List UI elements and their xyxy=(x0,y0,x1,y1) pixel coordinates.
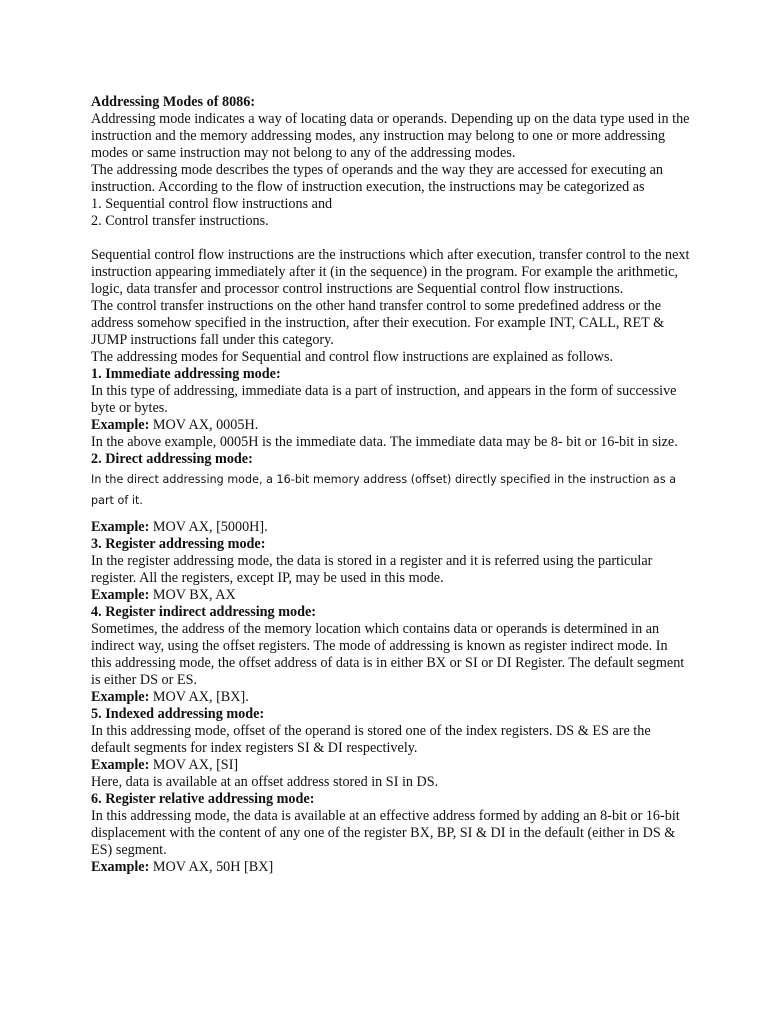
section-body-register: In the register addressing mode, the data is stored in a register and it is referred using the particular register. All the registers, except IP, may be used in this mode. xyxy=(91,553,653,586)
section-heading-immediate: 1. Immediate addressing mode: xyxy=(91,366,281,382)
example-line-register-indirect xyxy=(91,689,691,706)
section-heading-register-relative: 6. Register relative addressing mode: xyxy=(91,791,315,807)
example-code: MOV AX, [SI] xyxy=(149,757,239,773)
example-line-register xyxy=(91,587,691,604)
example-label: Example: xyxy=(91,417,150,433)
example-line-indexed xyxy=(91,757,691,774)
intro-paragraph-2: The addressing mode describes the types of operands and the way they are accessed for executing an instruction. According to the flow of instruction execution, the instructions may be categorized as xyxy=(91,162,664,195)
section-body-direct: In the direct addressing mode, a 16-bit memory address (offset) directly specified in the instruction as a part of it. xyxy=(91,473,677,507)
control-transfer-paragraph: The control transfer instructions on the other hand transfer control to some predefined address or the address somehow specified in the instruction, after their execution. For example INT, CALL, RET & JUMP instructions fall under this category. xyxy=(91,298,665,348)
section-heading-register: 3. Register addressing mode: xyxy=(91,536,266,552)
example-line-register-relative xyxy=(91,859,691,876)
example-label: Example: xyxy=(91,689,150,705)
document-title: Addressing Modes of 8086: xyxy=(91,94,256,110)
example-line-immediate xyxy=(91,417,691,434)
category-item-1: 1. Sequential control flow instructions and xyxy=(91,196,333,212)
section-body-register-indirect: Sometimes, the address of the memory location which contains data or operands is determined in an indirect way, using the offset registers. The mode of addressing is known as register indirect mode. In this addressing mode, the offset address of data is in either BX or SI or DI Register. The default segment is either DS or ES. xyxy=(91,621,685,688)
example-label: Example: xyxy=(91,757,150,773)
example-code: MOV AX, 50H [BX] xyxy=(149,859,274,875)
section-heading-register-indirect: 4. Register indirect addressing mode: xyxy=(91,604,317,620)
section-body-register-relative: In this addressing mode, the data is available at an effective address formed by adding an 8-bit or 16-bit displacement with the content of any one of the register BX, BP, SI & DI in the default (either in DS & ES) segment. xyxy=(91,808,680,858)
section-note-immediate: In the above example, 0005H is the immediate data. The immediate data may be 8- bit or 16-bit in size. xyxy=(91,434,678,450)
example-code: MOV AX, [5000H]. xyxy=(149,519,268,535)
section-heading-direct: 2. Direct addressing mode: xyxy=(91,451,253,467)
example-line-direct xyxy=(91,519,691,536)
blank-line xyxy=(91,230,691,247)
example-code: MOV BX, AX xyxy=(149,587,236,603)
section-heading-indexed: 5. Indexed addressing mode: xyxy=(91,706,265,722)
sequential-flow-paragraph: Sequential control flow instructions are the instructions which after execution, transfer control to the next instruction appearing immediately after it (in the sequence) in the program. For example the arithmetic, logic, data transfer and processor control instructions are Sequential control flow instructions. xyxy=(91,247,690,297)
example-code: MOV AX, 0005H. xyxy=(149,417,259,433)
example-code: MOV AX, [BX]. xyxy=(149,689,249,705)
modes-intro-paragraph: The addressing modes for Sequential and control flow instructions are explained as follows. xyxy=(91,349,614,365)
section-note-indexed: Here, data is available at an offset address stored in SI in DS. xyxy=(91,774,439,790)
example-label: Example: xyxy=(91,519,150,535)
section-body-immediate: In this type of addressing, immediate data is a part of instruction, and appears in the form of successive byte or bytes. xyxy=(91,383,677,416)
document-body xyxy=(91,94,691,876)
example-label: Example: xyxy=(91,587,150,603)
section-body-indexed: In this addressing mode, offset of the operand is stored one of the index registers. DS & ES are the default segments for index registers SI & DI respectively. xyxy=(91,723,651,756)
example-label: Example: xyxy=(91,859,150,875)
category-item-2: 2. Control transfer instructions. xyxy=(91,213,269,229)
intro-paragraph-1: Addressing mode indicates a way of locating data or operands. Depending up on the data type used in the instruction and the memory addressing modes, any instruction may belong to one or more addressing modes or same instruction may not belong to any of the addressing modes. xyxy=(91,111,690,161)
